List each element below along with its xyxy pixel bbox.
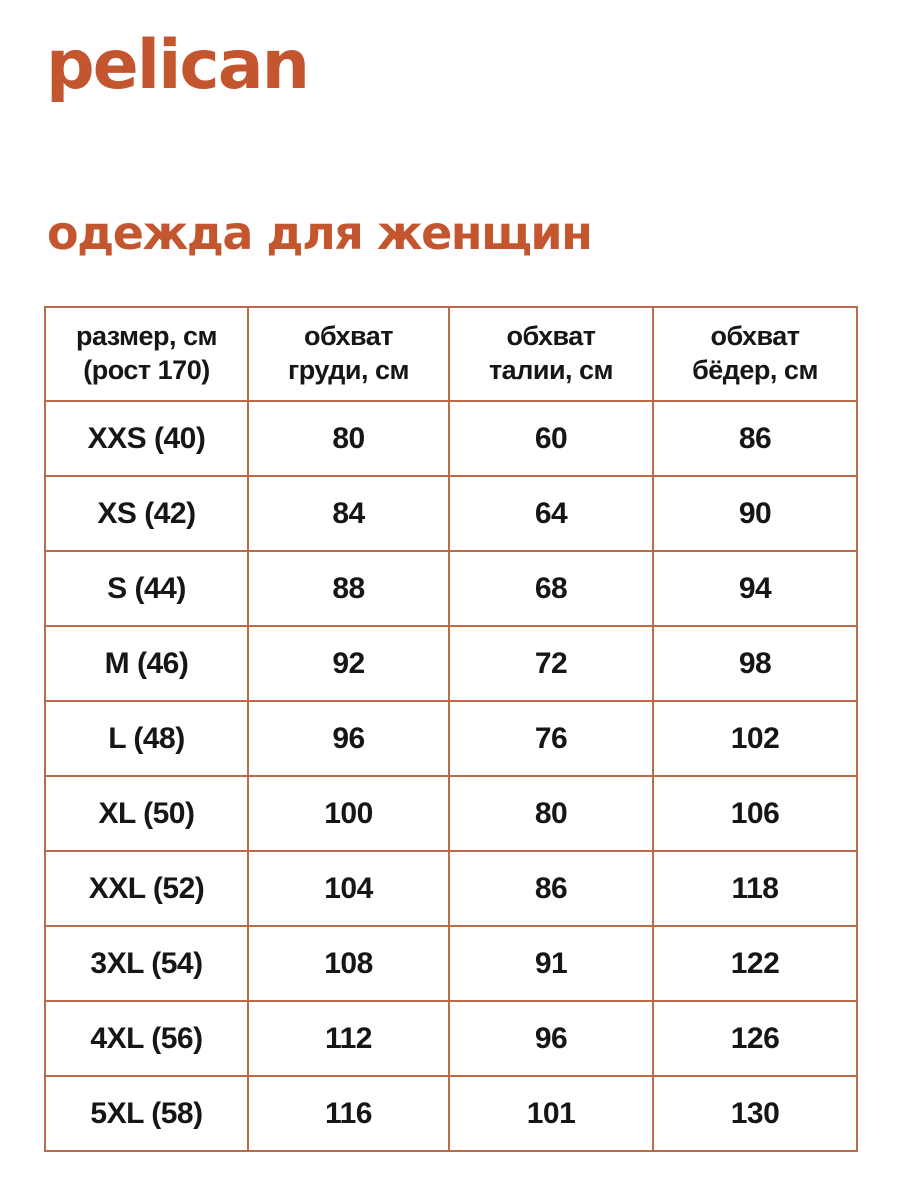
measurement-cell: 108 xyxy=(248,926,449,1001)
size-label-cell: 4XL (56) xyxy=(45,1001,248,1076)
size-table-body xyxy=(45,401,857,1151)
measurement-cell: 88 xyxy=(248,551,449,626)
size-table-header-cell-2: обхват талии, см xyxy=(449,307,653,401)
measurement-cell: 102 xyxy=(653,701,857,776)
size-table-row xyxy=(45,626,857,701)
measurement-cell: 96 xyxy=(248,701,449,776)
measurement-cell: 91 xyxy=(449,926,653,1001)
measurement-cell: 130 xyxy=(653,1076,857,1151)
measurement-cell: 84 xyxy=(248,476,449,551)
size-table-row xyxy=(45,401,857,476)
size-label-cell: 5XL (58) xyxy=(45,1076,248,1151)
measurement-cell: 76 xyxy=(449,701,653,776)
measurement-cell: 86 xyxy=(653,401,857,476)
measurement-cell: 72 xyxy=(449,626,653,701)
size-table-row xyxy=(45,776,857,851)
measurement-cell: 96 xyxy=(449,1001,653,1076)
measurement-cell: 90 xyxy=(653,476,857,551)
size-table-row xyxy=(45,1001,857,1076)
measurement-cell: 104 xyxy=(248,851,449,926)
size-table-row xyxy=(45,1076,857,1151)
size-table-row xyxy=(45,701,857,776)
measurement-cell: 126 xyxy=(653,1001,857,1076)
measurement-cell: 112 xyxy=(248,1001,449,1076)
size-label-cell: 3XL (54) xyxy=(45,926,248,1001)
size-table-head xyxy=(45,307,857,401)
size-table xyxy=(44,306,858,1152)
measurement-cell: 98 xyxy=(653,626,857,701)
size-table-row xyxy=(45,851,857,926)
measurement-cell: 92 xyxy=(248,626,449,701)
size-label-cell: L (48) xyxy=(45,701,248,776)
size-table-header-cell-3: обхват бёдер, см xyxy=(653,307,857,401)
measurement-cell: 64 xyxy=(449,476,653,551)
size-table-header-row xyxy=(45,307,857,401)
measurement-cell: 100 xyxy=(248,776,449,851)
size-table-row xyxy=(45,551,857,626)
measurement-cell: 80 xyxy=(449,776,653,851)
measurement-cell: 116 xyxy=(248,1076,449,1151)
size-label-cell: XS (42) xyxy=(45,476,248,551)
measurement-cell: 80 xyxy=(248,401,449,476)
measurement-cell: 86 xyxy=(449,851,653,926)
page-title: одежда для женщин xyxy=(47,206,592,260)
size-label-cell: XXS (40) xyxy=(45,401,248,476)
size-table-row xyxy=(45,926,857,1001)
measurement-cell: 101 xyxy=(449,1076,653,1151)
measurement-cell: 60 xyxy=(449,401,653,476)
measurement-cell: 118 xyxy=(653,851,857,926)
measurement-cell: 68 xyxy=(449,551,653,626)
size-table-header-cell-0: размер, см (рост 170) xyxy=(45,307,248,401)
size-label-cell: M (46) xyxy=(45,626,248,701)
size-label-cell: XL (50) xyxy=(45,776,248,851)
measurement-cell: 94 xyxy=(653,551,857,626)
measurement-cell: 122 xyxy=(653,926,857,1001)
size-label-cell: S (44) xyxy=(45,551,248,626)
size-table-row xyxy=(45,476,857,551)
brand-logo: pelican xyxy=(46,26,309,105)
measurement-cell: 106 xyxy=(653,776,857,851)
size-table-header-cell-1: обхват груди, см xyxy=(248,307,449,401)
size-label-cell: XXL (52) xyxy=(45,851,248,926)
